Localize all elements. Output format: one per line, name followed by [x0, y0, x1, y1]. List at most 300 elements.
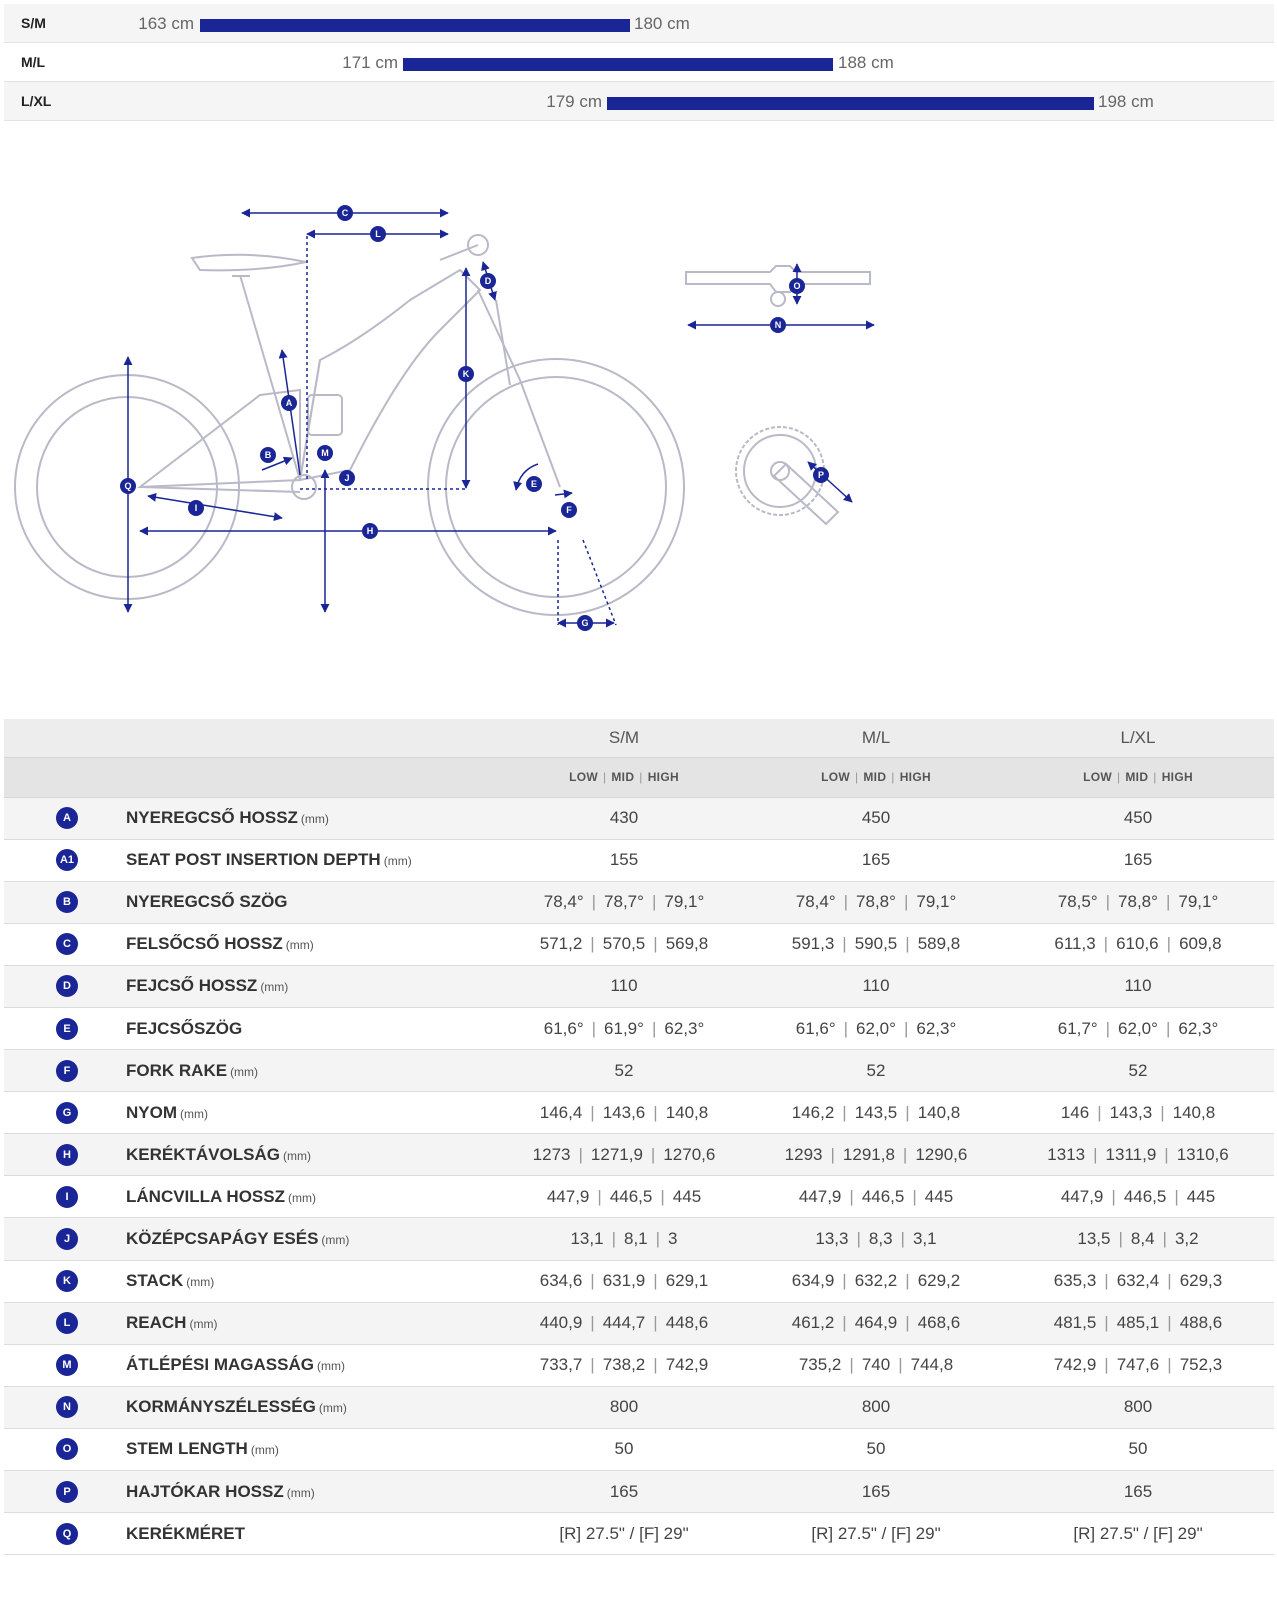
- size-header: L/XL: [1120, 727, 1156, 747]
- measurement-value: 481,5: [1053, 1313, 1097, 1333]
- size-max-height: 180 cm: [634, 14, 690, 33]
- measurement-value: 610,6: [1116, 934, 1159, 954]
- measurement-value: 609,8: [1179, 934, 1222, 954]
- value-separator: |: [1104, 1271, 1109, 1291]
- measurement-code-badge: H: [56, 1144, 78, 1166]
- table-row: [4, 1428, 1274, 1470]
- measurement-value: 447,9: [798, 1186, 842, 1206]
- badge-E: [526, 476, 542, 492]
- value-separator: |: [653, 934, 658, 954]
- blank-header: [4, 757, 126, 797]
- measurement-code-badge: K: [56, 1270, 78, 1292]
- table-row: [4, 1092, 1274, 1134]
- measurement-label: STEM LENGTH: [126, 1439, 248, 1459]
- measurement-value: 1271,9: [590, 1144, 643, 1164]
- measurement-value: 78,8°: [1118, 892, 1158, 912]
- size-value-cell: [1002, 1428, 1274, 1470]
- value-separator: |: [903, 1018, 909, 1038]
- badge-text: Q: [124, 481, 132, 491]
- value-separator: |: [900, 1228, 905, 1248]
- size-value-cell: [1002, 1513, 1274, 1555]
- badge-M: [317, 445, 333, 461]
- value-separator: |: [1167, 1271, 1172, 1291]
- table-row: [4, 839, 1274, 881]
- measurement-label-cell: [126, 1471, 498, 1513]
- size-value-cell: [750, 965, 1002, 1007]
- measurement-value: 110: [610, 976, 638, 996]
- size-value-cell: [750, 1302, 1002, 1344]
- size-value-cell: [498, 1428, 750, 1470]
- measurement-value: 62,0°: [856, 1018, 896, 1038]
- measurement-label: KÖZÉPCSAPÁGY ESÉS: [126, 1228, 319, 1248]
- measurement-unit: (mm): [250, 1443, 279, 1458]
- size-value-cell: [1002, 1302, 1274, 1344]
- measurement-label: KERÉKTÁVOLSÁG: [126, 1144, 280, 1164]
- value-separator: |: [653, 1271, 658, 1291]
- measurement-value: 61,7°: [1057, 1018, 1098, 1038]
- size-label: M/L: [21, 54, 46, 70]
- size-value-cell: [498, 1344, 750, 1386]
- dimension-lines: [128, 213, 616, 625]
- value-separator: |: [1105, 1018, 1111, 1038]
- measurement-value: 8,3: [868, 1228, 893, 1248]
- size-range-chart: [4, 4, 1274, 121]
- measurement-code-badge: F: [56, 1060, 78, 1082]
- value-separator: |: [843, 892, 849, 912]
- low-label: LOW: [821, 770, 850, 784]
- measurement-unit: (mm): [189, 1317, 218, 1332]
- measurement-value: 52: [1128, 1060, 1148, 1080]
- handlebar-detail: [686, 264, 874, 325]
- table-row: [4, 923, 1274, 965]
- value-separator: |: [591, 1018, 597, 1038]
- value-separator: |: [578, 1144, 583, 1164]
- measurement-value: 485,1: [1116, 1313, 1160, 1333]
- measurement-value: 589,8: [917, 934, 961, 954]
- value-separator: |: [903, 892, 909, 912]
- measurement-label: FORK RAKE: [126, 1060, 228, 1080]
- badge-K: [458, 366, 474, 382]
- value-separator: |: [651, 1018, 657, 1038]
- measurement-value: 3: [668, 1228, 678, 1248]
- measurement-label-cell: [126, 1428, 498, 1470]
- size-value-cell: [750, 1386, 1002, 1428]
- measurement-code-badge: O: [56, 1438, 78, 1460]
- table-row: [4, 1344, 1274, 1386]
- diagram-badges: [120, 205, 829, 631]
- table-row: [4, 1134, 1274, 1176]
- badge-text: P: [817, 470, 825, 480]
- measurement-label-cell: [126, 923, 498, 965]
- badge-cell: [4, 1260, 126, 1302]
- table-row: [4, 1007, 1274, 1049]
- value-separator: |: [912, 1186, 917, 1206]
- measurement-value: 631,9: [602, 1271, 646, 1291]
- size-value-cell: [750, 1260, 1002, 1302]
- measurement-label: LÁNCVILLA HOSSZ: [126, 1186, 285, 1206]
- size-value-cell: [1002, 839, 1274, 881]
- value-separator: |: [1162, 1228, 1167, 1248]
- value-separator: |: [1104, 1355, 1109, 1375]
- measurement-value: 8,4: [1130, 1228, 1155, 1248]
- measurement-code-badge: G: [56, 1102, 78, 1124]
- measurement-value: 445: [924, 1186, 954, 1206]
- low-label: LOW: [1083, 770, 1112, 784]
- size-min-height: 179 cm: [546, 92, 602, 111]
- measurement-value: 78,4°: [543, 892, 584, 912]
- value-separator: |: [898, 1355, 903, 1375]
- measurement-unit: (mm): [300, 812, 329, 827]
- size-header-row: [4, 719, 1274, 757]
- measurement-label: KORMÁNYSZÉLESSÉG: [126, 1397, 316, 1417]
- measurement-code-badge: D: [56, 975, 78, 997]
- value-separator: |: [905, 1271, 910, 1291]
- size-min-height: 171 cm: [342, 53, 398, 72]
- measurement-value: 571,2: [539, 934, 583, 954]
- measurement-value: 446,5: [609, 1186, 653, 1206]
- table-row: [4, 1176, 1274, 1218]
- measurement-value: 634,9: [791, 1271, 835, 1291]
- measurement-value: [R] 27.5" / [F] 29": [1073, 1523, 1203, 1543]
- value-separator: |: [1166, 934, 1172, 954]
- measurement-value: 110: [1124, 976, 1152, 996]
- size-value-cell: [750, 1176, 1002, 1218]
- measurement-value: 78,7°: [604, 892, 644, 912]
- measurement-value: 446,5: [1123, 1186, 1167, 1206]
- size-value-cell: [498, 1007, 750, 1049]
- badge-text: C: [341, 208, 349, 218]
- value-separator: |: [650, 1144, 656, 1164]
- size-value-cell: [498, 1092, 750, 1134]
- measurement-label: FEJCSŐ HOSSZ: [126, 976, 258, 996]
- value-separator: |: [905, 1102, 910, 1122]
- size-value-cell: [750, 1471, 1002, 1513]
- badge-cell: [4, 1134, 126, 1176]
- measurement-label-cell: [126, 797, 498, 839]
- badge-F: [561, 502, 577, 518]
- size-value-cell: [750, 797, 1002, 839]
- measurement-value: 744,8: [910, 1355, 954, 1375]
- high-label: HIGH: [1161, 770, 1193, 784]
- size-value-cell: [750, 839, 1002, 881]
- measurement-label: REACH: [126, 1313, 187, 1333]
- measurement-value: 635,3: [1053, 1271, 1097, 1291]
- value-separator: |: [1111, 1186, 1116, 1206]
- size-value-cell: [498, 1218, 750, 1260]
- bike-geometry-diagram: [0, 140, 900, 680]
- measurement-label-cell: [126, 1260, 498, 1302]
- size-value-cell: [498, 839, 750, 881]
- badge-N: [770, 317, 786, 333]
- measurement-label: NYOM: [126, 1102, 177, 1122]
- measurement-label-cell: [126, 1218, 498, 1260]
- size-value-cell: [750, 1218, 1002, 1260]
- value-separator: |: [1093, 1144, 1098, 1164]
- blank-header: [126, 757, 498, 797]
- value-separator: |: [653, 1355, 658, 1375]
- flip-chip-header: LOW | MID | HIGH: [1083, 770, 1193, 784]
- badge-P: [813, 467, 829, 483]
- size-value-cell: [750, 1050, 1002, 1092]
- badge-text: M: [321, 448, 329, 458]
- measurement-value: 143,3: [1109, 1102, 1153, 1122]
- measurement-value: 448,6: [665, 1313, 709, 1333]
- measurement-code-badge: P: [56, 1481, 78, 1503]
- measurement-value: 146,2: [791, 1102, 835, 1122]
- badge-cell: [4, 923, 126, 965]
- measurement-value: 632,4: [1116, 1271, 1160, 1291]
- measurement-label-cell: [126, 965, 498, 1007]
- measurement-value: [R] 27.5" / [F] 29": [559, 1523, 689, 1543]
- flip-chip-header: LOW | MID | HIGH: [569, 770, 679, 784]
- measurement-label-cell: [126, 1007, 498, 1049]
- size-value-cell: [498, 1386, 750, 1428]
- measurement-label-cell: [126, 1302, 498, 1344]
- size-value-cell: [1002, 1386, 1274, 1428]
- badge-cell: [4, 965, 126, 1007]
- badge-B: [260, 447, 276, 463]
- value-separator: |: [842, 1102, 847, 1122]
- measurement-unit: (mm): [285, 938, 314, 953]
- mid-label: MID: [611, 770, 635, 784]
- size-value-cell: [498, 797, 750, 839]
- measurement-label: NYEREGCSŐ HOSSZ: [126, 808, 298, 828]
- badge-cell: [4, 1386, 126, 1428]
- value-separator: |: [902, 1144, 908, 1164]
- measurement-value: 445: [1186, 1186, 1216, 1206]
- table-row: [4, 1471, 1274, 1513]
- flip-chip-header: LOW | MID | HIGH: [821, 770, 931, 784]
- size-range-row-ml: [4, 43, 1274, 82]
- measurement-value: 79,1°: [1178, 892, 1219, 912]
- size-value-cell: [1002, 1218, 1274, 1260]
- value-separator: |: [1174, 1186, 1179, 1206]
- badge-text: I: [194, 503, 198, 513]
- measurement-value: 445: [672, 1186, 702, 1206]
- high-label: HIGH: [647, 770, 679, 784]
- measurement-value: 165: [609, 1481, 639, 1501]
- measurement-value: 62,0°: [1118, 1018, 1158, 1038]
- value-separator: |: [653, 1102, 658, 1122]
- value-separator: |: [1165, 1018, 1171, 1038]
- measurement-value: 629,1: [665, 1271, 709, 1291]
- measurement-value: 50: [866, 1439, 886, 1459]
- badge-text: O: [793, 281, 801, 291]
- value-separator: |: [651, 892, 657, 912]
- measurement-value: 444,7: [602, 1313, 646, 1333]
- badge-J: [339, 470, 355, 486]
- measurement-value: 464,9: [854, 1313, 898, 1333]
- badge-cell: [4, 1050, 126, 1092]
- measurement-label: SEAT POST INSERTION DEPTH: [126, 850, 381, 870]
- measurement-code-badge: N: [56, 1396, 78, 1418]
- size-range-bar: [200, 19, 630, 32]
- measurement-value: 800: [609, 1397, 639, 1417]
- size-range-row-lxl: [4, 82, 1274, 121]
- badge-text: J: [344, 473, 350, 483]
- position-header-row: [4, 757, 1274, 797]
- mid-label: MID: [863, 770, 887, 784]
- measurement-value: 3,1: [912, 1228, 937, 1248]
- measurement-code-badge: L: [56, 1312, 78, 1334]
- value-separator: |: [905, 1313, 910, 1333]
- measurement-unit: (mm): [286, 1485, 315, 1500]
- measurement-value: 447,9: [546, 1186, 590, 1206]
- value-separator: |: [590, 1313, 595, 1333]
- badge-text: E: [530, 479, 538, 489]
- measurement-value: 1293: [784, 1144, 823, 1164]
- bike-outline: [15, 235, 684, 615]
- measurement-unit: (mm): [230, 1064, 259, 1079]
- measurement-value: 78,8°: [856, 892, 896, 912]
- size-label: L/XL: [21, 93, 52, 109]
- size-value-cell: [498, 1302, 750, 1344]
- value-separator: |: [843, 1018, 849, 1038]
- measurement-label-cell: [126, 1513, 498, 1555]
- measurement-value: 1273: [532, 1144, 571, 1164]
- size-value-cell: [498, 881, 750, 923]
- value-separator: |: [590, 1271, 595, 1291]
- size-value-cell: [1002, 797, 1274, 839]
- measurement-value: 79,1°: [916, 892, 957, 912]
- measurement-unit: (mm): [260, 980, 289, 995]
- value-separator: |: [856, 1228, 861, 1248]
- measurement-value: 78,4°: [795, 892, 836, 912]
- measurement-value: 165: [861, 1481, 891, 1501]
- measurement-value: 61,6°: [795, 1018, 836, 1038]
- measurement-value: 742,9: [1053, 1355, 1097, 1375]
- size-value-cell: [1002, 1050, 1274, 1092]
- measurement-code-badge: J: [56, 1228, 78, 1250]
- table-row: [4, 1386, 1274, 1428]
- measurement-value: 52: [614, 1060, 634, 1080]
- size-value-cell: [750, 1428, 1002, 1470]
- badge-Q: [120, 478, 136, 494]
- measurement-value: 440,9: [539, 1313, 583, 1333]
- measurement-value: 629,3: [1179, 1271, 1223, 1291]
- measurement-label-cell: [126, 1134, 498, 1176]
- value-separator: |: [655, 1228, 661, 1248]
- crankset-detail: [736, 427, 852, 524]
- badge-text: K: [462, 369, 470, 379]
- value-separator: |: [830, 1144, 835, 1164]
- mid-label: MID: [1125, 770, 1149, 784]
- measurement-value: 62,3°: [664, 1018, 705, 1038]
- value-separator: |: [842, 1313, 847, 1333]
- badge-text: F: [566, 505, 572, 515]
- size-max-height: 198 cm: [1098, 92, 1154, 111]
- value-separator: |: [590, 1355, 595, 1375]
- measurement-value: 140,8: [1172, 1102, 1216, 1122]
- measurement-label: NYEREGCSŐ SZÖG: [126, 892, 288, 912]
- badge-cell: [4, 797, 126, 839]
- measurement-unit: (mm): [282, 1148, 311, 1163]
- size-value-cell: [498, 1513, 750, 1555]
- value-separator: |: [590, 934, 595, 954]
- size-value-cell: [750, 1134, 1002, 1176]
- size-value-cell: [498, 1134, 750, 1176]
- measurement-code-badge: A1: [56, 849, 78, 871]
- size-range-row-sm: [4, 4, 1274, 43]
- measurement-value: 468,6: [917, 1313, 961, 1333]
- table-row: [4, 1302, 1274, 1344]
- size-value-cell: [1002, 1471, 1274, 1513]
- measurement-value: 165: [1123, 1481, 1153, 1501]
- measurement-value: 13,1: [570, 1228, 604, 1248]
- value-separator: |: [590, 1102, 595, 1122]
- measurement-value: 735,2: [798, 1355, 842, 1375]
- size-value-cell: [1002, 1134, 1274, 1176]
- measurement-unit: (mm): [287, 1190, 316, 1205]
- badge-cell: [4, 1092, 126, 1134]
- measurement-value: 143,5: [854, 1102, 898, 1122]
- value-separator: |: [849, 1186, 854, 1206]
- size-label: S/M: [21, 15, 46, 31]
- measurement-value: 3,2: [1174, 1228, 1199, 1248]
- measurement-value: 611,3: [1054, 934, 1096, 954]
- measurement-value: 155: [609, 850, 639, 870]
- value-separator: |: [1167, 1355, 1172, 1375]
- measurement-value: 140,8: [665, 1102, 709, 1122]
- measurement-label: FEJCSŐSZÖG: [126, 1018, 243, 1038]
- measurement-code-badge: E: [56, 1018, 78, 1040]
- measurement-value: 740: [861, 1355, 891, 1375]
- value-separator: |: [842, 1271, 847, 1291]
- size-min-height: 163 cm: [138, 14, 194, 33]
- measurement-value: 747,6: [1116, 1355, 1160, 1375]
- measurement-value: 738,2: [602, 1355, 646, 1375]
- measurement-value: 430: [609, 808, 639, 828]
- measurement-value: 140,8: [917, 1102, 961, 1122]
- low-label: LOW: [569, 770, 598, 784]
- size-range-bar: [403, 58, 833, 71]
- value-separator: |: [1118, 1228, 1123, 1248]
- measurement-label: ÁTLÉPÉSI MAGASSÁG: [126, 1355, 314, 1375]
- measurement-value: 79,1°: [664, 892, 705, 912]
- measurement-value: 165: [861, 850, 891, 870]
- measurement-unit: (mm): [321, 1232, 350, 1247]
- size-value-cell: [498, 1176, 750, 1218]
- badge-cell: [4, 1428, 126, 1470]
- badge-text: H: [366, 526, 374, 536]
- size-value-cell: [750, 881, 1002, 923]
- badge-L: [370, 226, 386, 242]
- badge-text: L: [375, 229, 381, 239]
- measurement-value: 50: [1128, 1439, 1148, 1459]
- measurement-label-cell: [126, 1176, 498, 1218]
- size-value-cell: [1002, 1092, 1274, 1134]
- measurement-value: 13,5: [1077, 1228, 1111, 1248]
- measurement-label-cell: [126, 1092, 498, 1134]
- size-header: S/M: [608, 727, 640, 747]
- geometry-table: [4, 719, 1274, 1555]
- badge-I: [188, 500, 204, 516]
- badge-text: N: [774, 320, 782, 330]
- measurement-value: 570,5: [602, 934, 646, 954]
- size-value-cell: [1002, 923, 1274, 965]
- measurement-value: 447,9: [1060, 1186, 1104, 1206]
- measurement-value: 488,6: [1179, 1313, 1223, 1333]
- measurement-value: 146: [1060, 1102, 1090, 1122]
- value-separator: |: [842, 934, 847, 954]
- size-value-cell: [1002, 881, 1274, 923]
- badge-cell: [4, 1218, 126, 1260]
- measurement-code-badge: C: [56, 933, 78, 955]
- table-row: [4, 1260, 1274, 1302]
- measurement-label-cell: [126, 839, 498, 881]
- badge-O: [789, 278, 805, 294]
- size-value-cell: [750, 1007, 1002, 1049]
